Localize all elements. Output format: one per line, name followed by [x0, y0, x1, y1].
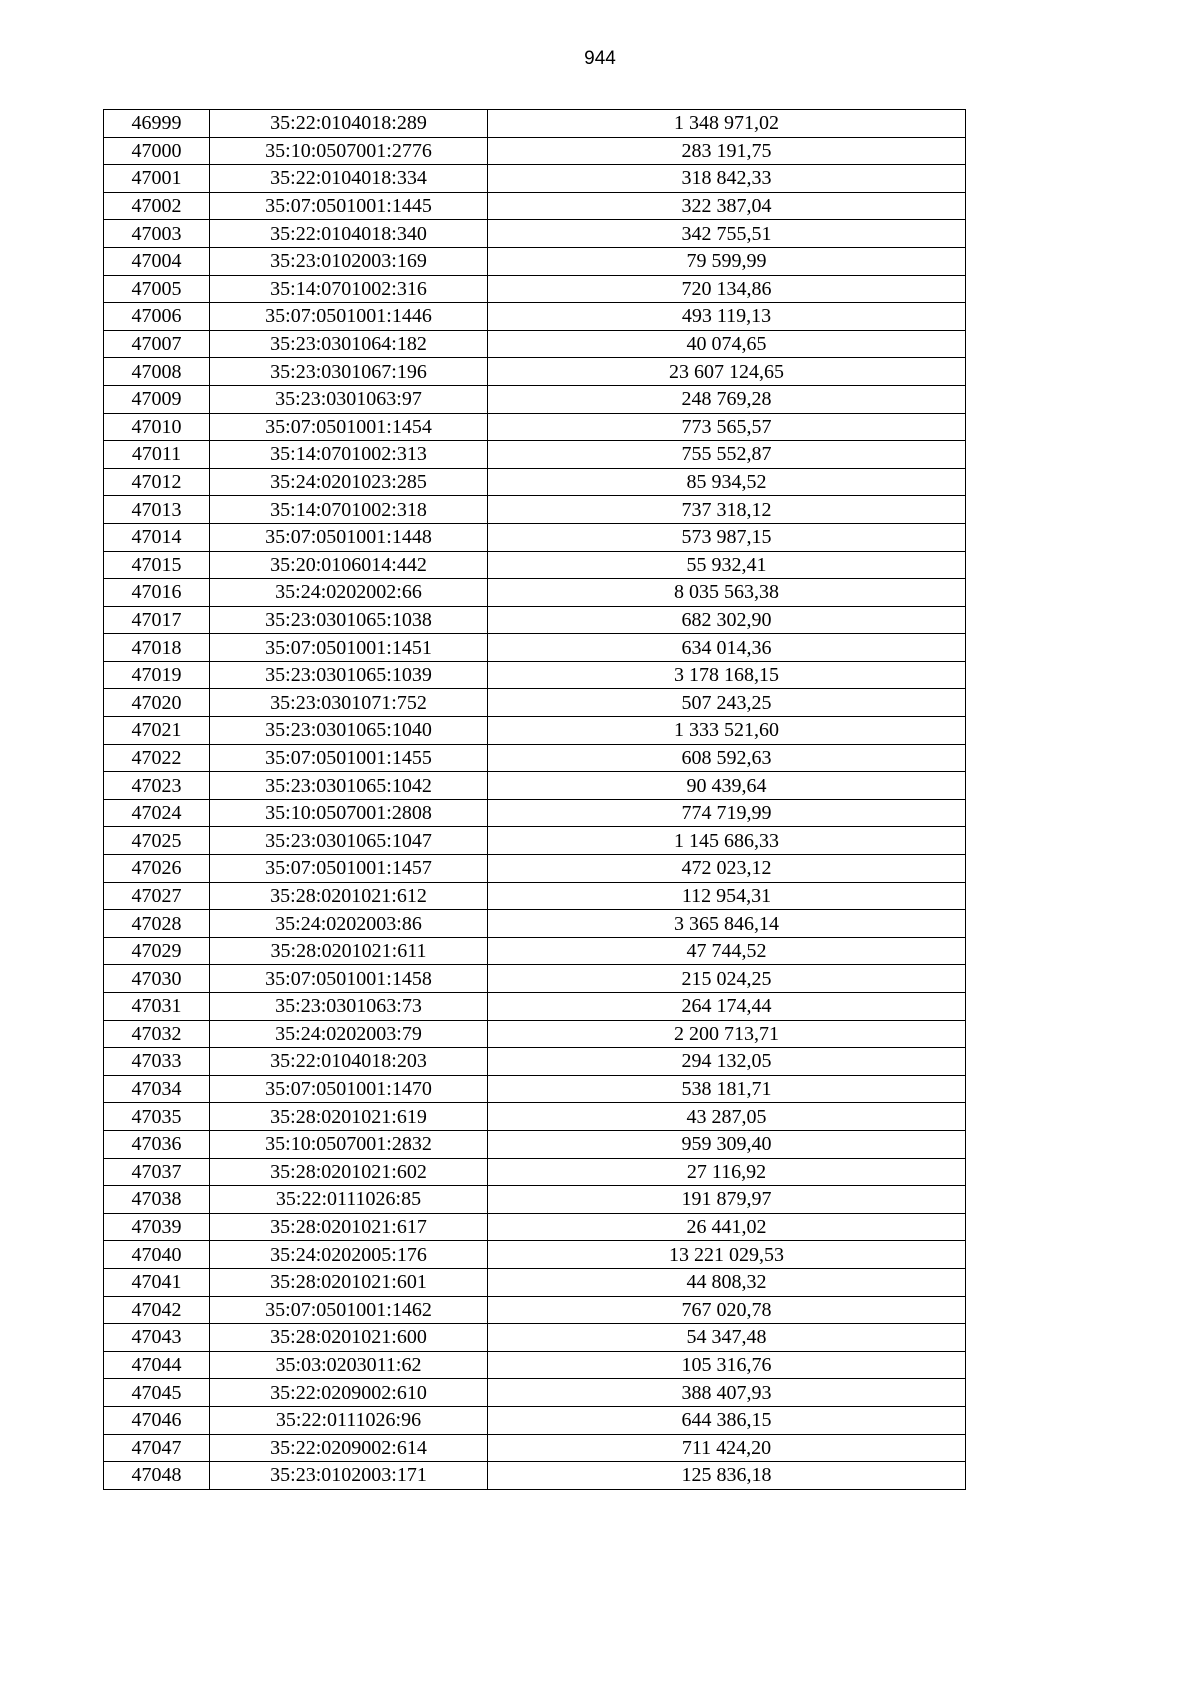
table-row [104, 1268, 966, 1296]
cadastral-number-cell: 35:07:0501001:1454 [210, 413, 488, 441]
cadastral-number-cell: 35:22:0111026:85 [210, 1186, 488, 1214]
row-number-cell: 47003 [104, 220, 210, 248]
table-row [104, 606, 966, 634]
table-row [104, 523, 966, 551]
row-number-cell: 47032 [104, 1020, 210, 1048]
row-number-cell: 47029 [104, 937, 210, 965]
cadastral-value-cell: 1 333 521,60 [488, 717, 966, 745]
cadastral-value-cell: 322 387,04 [488, 192, 966, 220]
cadastral-number-cell: 35:22:0104018:334 [210, 165, 488, 193]
table-body [104, 110, 966, 1490]
row-number-cell: 47004 [104, 247, 210, 275]
row-number-cell: 47031 [104, 993, 210, 1021]
table-row [104, 910, 966, 938]
cadastral-value-cell: 573 987,15 [488, 523, 966, 551]
row-number-cell: 47017 [104, 606, 210, 634]
row-number-cell: 47016 [104, 579, 210, 607]
row-number-cell: 47037 [104, 1158, 210, 1186]
cadastral-number-cell: 35:28:0201021:602 [210, 1158, 488, 1186]
cadastral-number-cell: 35:14:0701002:316 [210, 275, 488, 303]
cadastral-number-cell: 35:07:0501001:1448 [210, 523, 488, 551]
cadastral-number-cell: 35:23:0301067:196 [210, 358, 488, 386]
cadastral-value-cell: 112 954,31 [488, 882, 966, 910]
cadastral-value-cell: 79 599,99 [488, 247, 966, 275]
cadastral-value-cell: 13 221 029,53 [488, 1241, 966, 1269]
cadastral-number-cell: 35:23:0301065:1047 [210, 827, 488, 855]
row-number-cell: 47028 [104, 910, 210, 938]
cadastral-number-cell: 35:24:0201023:285 [210, 468, 488, 496]
cadastral-value-cell: 215 024,25 [488, 965, 966, 993]
row-number-cell: 47047 [104, 1434, 210, 1462]
row-number-cell: 47014 [104, 523, 210, 551]
row-number-cell: 47039 [104, 1213, 210, 1241]
row-number-cell: 47021 [104, 717, 210, 745]
cadastral-value-cell: 959 309,40 [488, 1130, 966, 1158]
row-number-cell: 47013 [104, 496, 210, 524]
table-row [104, 827, 966, 855]
cadastral-value-cell: 27 116,92 [488, 1158, 966, 1186]
cadastral-value-cell: 682 302,90 [488, 606, 966, 634]
table-row [104, 744, 966, 772]
cadastral-value-cell: 767 020,78 [488, 1296, 966, 1324]
cadastral-value-cell: 55 932,41 [488, 551, 966, 579]
cadastral-number-cell: 35:10:0507001:2808 [210, 799, 488, 827]
table-row [104, 1351, 966, 1379]
table-row [104, 385, 966, 413]
row-number-cell: 47000 [104, 137, 210, 165]
cadastral-number-cell: 35:14:0701002:318 [210, 496, 488, 524]
row-number-cell: 47038 [104, 1186, 210, 1214]
cadastral-number-cell: 35:23:0102003:169 [210, 247, 488, 275]
cadastral-number-cell: 35:07:0501001:1451 [210, 634, 488, 662]
table-row [104, 1186, 966, 1214]
cadastral-value-cell: 125 836,18 [488, 1462, 966, 1490]
cadastral-number-cell: 35:07:0501001:1458 [210, 965, 488, 993]
cadastral-value-cell: 294 132,05 [488, 1048, 966, 1076]
cadastral-value-cell: 264 174,44 [488, 993, 966, 1021]
row-number-cell: 47043 [104, 1324, 210, 1352]
table-row [104, 1324, 966, 1352]
table-row [104, 110, 966, 138]
row-number-cell: 47008 [104, 358, 210, 386]
row-number-cell: 47018 [104, 634, 210, 662]
cadastral-number-cell: 35:23:0301063:97 [210, 385, 488, 413]
row-number-cell: 47035 [104, 1103, 210, 1131]
table-row [104, 1379, 966, 1407]
table-row [104, 137, 966, 165]
table-row [104, 468, 966, 496]
cadastral-number-cell: 35:07:0501001:1462 [210, 1296, 488, 1324]
row-number-cell: 47023 [104, 772, 210, 800]
cadastral-number-cell: 35:24:0202002:66 [210, 579, 488, 607]
table-row [104, 717, 966, 745]
cadastral-number-cell: 35:28:0201021:601 [210, 1268, 488, 1296]
cadastral-number-cell: 35:24:0202003:79 [210, 1020, 488, 1048]
cadastral-number-cell: 35:07:0501001:1446 [210, 303, 488, 331]
cadastral-value-table [103, 109, 966, 1490]
cadastral-value-cell: 23 607 124,65 [488, 358, 966, 386]
cadastral-number-cell: 35:10:0507001:2832 [210, 1130, 488, 1158]
table-row [104, 330, 966, 358]
cadastral-value-cell: 774 719,99 [488, 799, 966, 827]
table-row [104, 220, 966, 248]
table-row [104, 661, 966, 689]
table-row [104, 1075, 966, 1103]
table-row [104, 1130, 966, 1158]
table-row [104, 772, 966, 800]
cadastral-number-cell: 35:28:0201021:612 [210, 882, 488, 910]
cadastral-value-cell: 507 243,25 [488, 689, 966, 717]
cadastral-number-cell: 35:10:0507001:2776 [210, 137, 488, 165]
row-number-cell: 47025 [104, 827, 210, 855]
cadastral-value-cell: 283 191,75 [488, 137, 966, 165]
cadastral-number-cell: 35:24:0202005:176 [210, 1241, 488, 1269]
cadastral-value-cell: 47 744,52 [488, 937, 966, 965]
row-number-cell: 47048 [104, 1462, 210, 1490]
table-row [104, 413, 966, 441]
row-number-cell: 47019 [104, 661, 210, 689]
cadastral-number-cell: 35:23:0301063:73 [210, 993, 488, 1021]
cadastral-number-cell: 35:14:0701002:313 [210, 441, 488, 469]
cadastral-value-cell: 342 755,51 [488, 220, 966, 248]
cadastral-value-cell: 8 035 563,38 [488, 579, 966, 607]
table-row [104, 1434, 966, 1462]
row-number-cell: 47036 [104, 1130, 210, 1158]
cadastral-number-cell: 35:07:0501001:1445 [210, 192, 488, 220]
table-row [104, 1020, 966, 1048]
cadastral-number-cell: 35:07:0501001:1455 [210, 744, 488, 772]
cadastral-number-cell: 35:22:0111026:96 [210, 1406, 488, 1434]
cadastral-number-cell: 35:03:0203011:62 [210, 1351, 488, 1379]
row-number-cell: 47034 [104, 1075, 210, 1103]
row-number-cell: 46999 [104, 110, 210, 138]
cadastral-value-cell: 720 134,86 [488, 275, 966, 303]
cadastral-value-cell: 3 178 168,15 [488, 661, 966, 689]
cadastral-value-cell: 43 287,05 [488, 1103, 966, 1131]
row-number-cell: 47022 [104, 744, 210, 772]
cadastral-number-cell: 35:23:0301071:752 [210, 689, 488, 717]
row-number-cell: 47030 [104, 965, 210, 993]
row-number-cell: 47005 [104, 275, 210, 303]
table-row [104, 1103, 966, 1131]
cadastral-value-cell: 318 842,33 [488, 165, 966, 193]
row-number-cell: 47044 [104, 1351, 210, 1379]
cadastral-value-cell: 85 934,52 [488, 468, 966, 496]
table-row [104, 1241, 966, 1269]
row-number-cell: 47027 [104, 882, 210, 910]
cadastral-number-cell: 35:24:0202003:86 [210, 910, 488, 938]
cadastral-value-cell: 191 879,97 [488, 1186, 966, 1214]
cadastral-number-cell: 35:23:0301065:1038 [210, 606, 488, 634]
cadastral-number-cell: 35:22:0104018:203 [210, 1048, 488, 1076]
table-row [104, 882, 966, 910]
cadastral-value-cell: 472 023,12 [488, 855, 966, 883]
cadastral-number-cell: 35:22:0209002:614 [210, 1434, 488, 1462]
row-number-cell: 47009 [104, 385, 210, 413]
cadastral-number-cell: 35:07:0501001:1457 [210, 855, 488, 883]
table-row [104, 496, 966, 524]
table-row [104, 799, 966, 827]
table-row [104, 247, 966, 275]
row-number-cell: 47026 [104, 855, 210, 883]
row-number-cell: 47001 [104, 165, 210, 193]
cadastral-number-cell: 35:22:0104018:289 [210, 110, 488, 138]
cadastral-value-cell: 737 318,12 [488, 496, 966, 524]
cadastral-value-cell: 538 181,71 [488, 1075, 966, 1103]
cadastral-value-cell: 3 365 846,14 [488, 910, 966, 938]
table-row [104, 192, 966, 220]
cadastral-value-cell: 1 145 686,33 [488, 827, 966, 855]
cadastral-number-cell: 35:22:0209002:610 [210, 1379, 488, 1407]
table-row [104, 937, 966, 965]
cadastral-value-cell: 44 808,32 [488, 1268, 966, 1296]
table-row [104, 551, 966, 579]
table-row [104, 965, 966, 993]
table-row [104, 1158, 966, 1186]
row-number-cell: 47002 [104, 192, 210, 220]
cadastral-value-cell: 608 592,63 [488, 744, 966, 772]
row-number-cell: 47020 [104, 689, 210, 717]
row-number-cell: 47045 [104, 1379, 210, 1407]
cadastral-value-cell: 2 200 713,71 [488, 1020, 966, 1048]
row-number-cell: 47041 [104, 1268, 210, 1296]
cadastral-number-cell: 35:23:0301065:1040 [210, 717, 488, 745]
cadastral-value-cell: 388 407,93 [488, 1379, 966, 1407]
row-number-cell: 47024 [104, 799, 210, 827]
page-number: 944 [584, 48, 616, 69]
cadastral-number-cell: 35:23:0301064:182 [210, 330, 488, 358]
cadastral-value-cell: 54 347,48 [488, 1324, 966, 1352]
table-row [104, 358, 966, 386]
row-number-cell: 47040 [104, 1241, 210, 1269]
table-row [104, 1406, 966, 1434]
cadastral-number-cell: 35:07:0501001:1470 [210, 1075, 488, 1103]
cadastral-number-cell: 35:28:0201021:619 [210, 1103, 488, 1131]
cadastral-number-cell: 35:28:0201021:617 [210, 1213, 488, 1241]
cadastral-value-cell: 40 074,65 [488, 330, 966, 358]
row-number-cell: 47007 [104, 330, 210, 358]
cadastral-value-cell: 755 552,87 [488, 441, 966, 469]
cadastral-number-cell: 35:23:0102003:171 [210, 1462, 488, 1490]
cadastral-value-cell: 90 439,64 [488, 772, 966, 800]
cadastral-value-cell: 26 441,02 [488, 1213, 966, 1241]
row-number-cell: 47015 [104, 551, 210, 579]
cadastral-number-cell: 35:23:0301065:1042 [210, 772, 488, 800]
row-number-cell: 47010 [104, 413, 210, 441]
table-row [104, 634, 966, 662]
cadastral-number-cell: 35:28:0201021:600 [210, 1324, 488, 1352]
row-number-cell: 47046 [104, 1406, 210, 1434]
table-row [104, 441, 966, 469]
table-row [104, 579, 966, 607]
cadastral-value-cell: 644 386,15 [488, 1406, 966, 1434]
cadastral-number-cell: 35:22:0104018:340 [210, 220, 488, 248]
row-number-cell: 47042 [104, 1296, 210, 1324]
table-row [104, 275, 966, 303]
cadastral-number-cell: 35:28:0201021:611 [210, 937, 488, 965]
cadastral-value-cell: 1 348 971,02 [488, 110, 966, 138]
cadastral-number-cell: 35:20:0106014:442 [210, 551, 488, 579]
table-row [104, 855, 966, 883]
table-row [104, 1048, 966, 1076]
row-number-cell: 47011 [104, 441, 210, 469]
cadastral-value-cell: 773 565,57 [488, 413, 966, 441]
row-number-cell: 47012 [104, 468, 210, 496]
table-row [104, 1213, 966, 1241]
table-row [104, 303, 966, 331]
cadastral-value-cell: 248 769,28 [488, 385, 966, 413]
cadastral-value-cell: 105 316,76 [488, 1351, 966, 1379]
table-row [104, 993, 966, 1021]
table-row [104, 1296, 966, 1324]
row-number-cell: 47006 [104, 303, 210, 331]
table-row [104, 689, 966, 717]
cadastral-value-cell: 711 424,20 [488, 1434, 966, 1462]
table-row [104, 165, 966, 193]
row-number-cell: 47033 [104, 1048, 210, 1076]
cadastral-value-cell: 634 014,36 [488, 634, 966, 662]
cadastral-value-cell: 493 119,13 [488, 303, 966, 331]
cadastral-number-cell: 35:23:0301065:1039 [210, 661, 488, 689]
table-row [104, 1462, 966, 1490]
